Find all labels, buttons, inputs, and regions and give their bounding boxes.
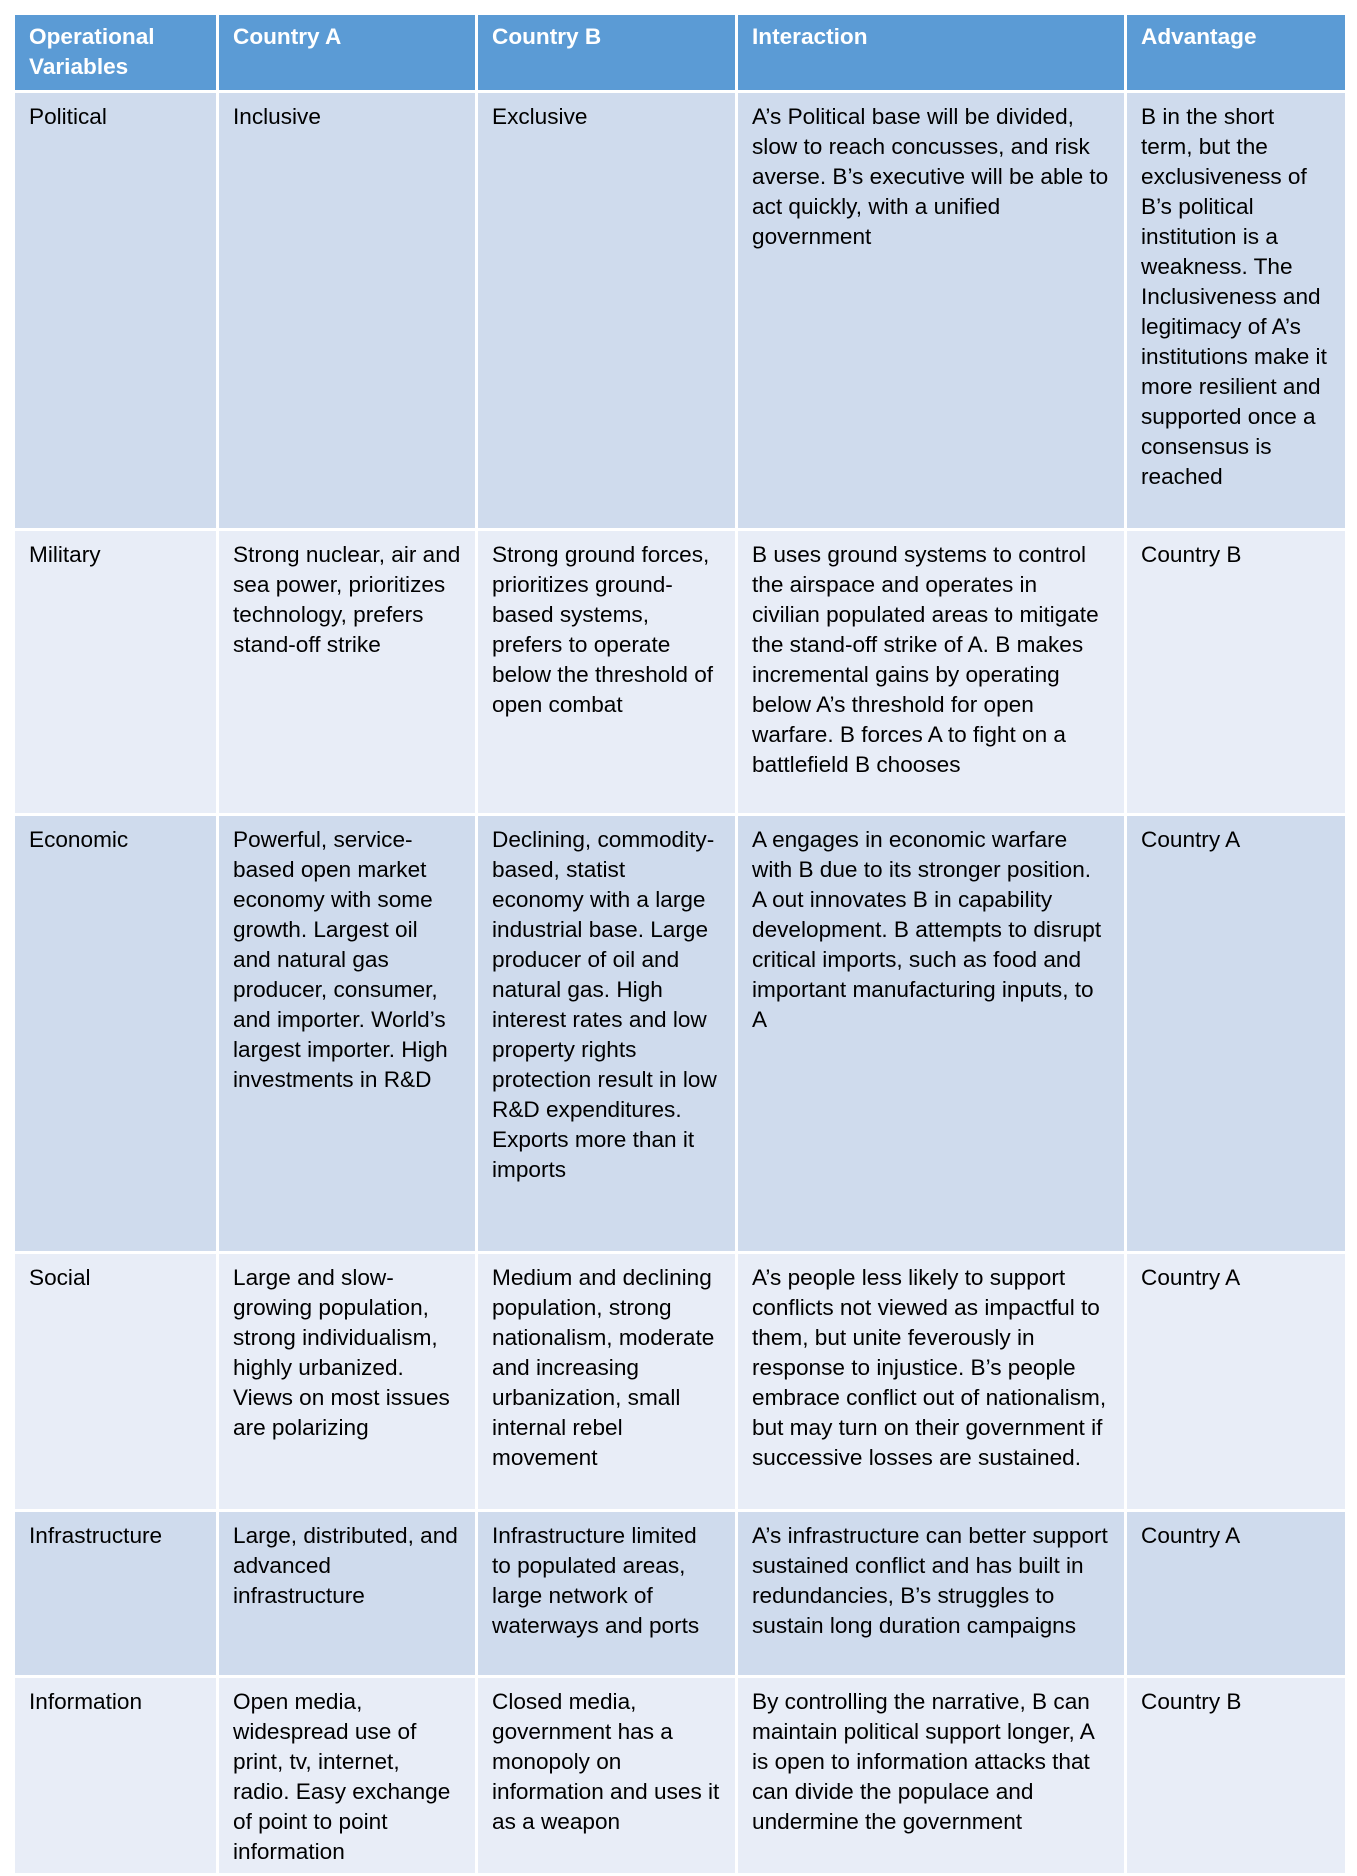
cell-advantage: B in the short term, but the exclusiveness of B’s political institution is a weakness. The Inclusiveness and legitimacy of A’s institutions make it more resilient and supported once a consensus is reached <box>1126 92 1347 530</box>
cell-country-a: Open media, widespread use of print, tv, internet, radio. Easy exchange of point to point information <box>218 1677 477 1875</box>
table-row-infrastructure <box>14 1511 1347 1677</box>
cell-interaction: A’s people less likely to support conflicts not viewed as impactful to them, but unite feverously in response to injustice. B’s people embrace conflict out of nationalism, but may turn on their government if successive losses are sustained. <box>737 1253 1126 1511</box>
cell-country-a: Strong nuclear, air and sea power, prioritizes technology, prefers stand-off strike <box>218 530 477 815</box>
cell-advantage: Country A <box>1126 1253 1347 1511</box>
header-country-b: Country B <box>477 14 737 92</box>
table-row-social <box>14 1253 1347 1511</box>
header-advantage: Advantage <box>1126 14 1347 92</box>
cell-country-a: Large, distributed, and advanced infrastructure <box>218 1511 477 1677</box>
cell-country-a: Powerful, service-based open market economy with some growth. Largest oil and natural gas producer, consumer, and importer. World’s largest importer. High investments in R&D <box>218 815 477 1253</box>
table-row-information <box>14 1677 1347 1875</box>
cell-advantage: Country B <box>1126 1677 1347 1875</box>
operational-variables-table <box>12 12 1348 1876</box>
cell-country-b: Closed media, government has a monopoly on information and uses it as a weapon <box>477 1677 737 1875</box>
table-row-military <box>14 530 1347 815</box>
header-country-a: Country A <box>218 14 477 92</box>
cell-country-a: Inclusive <box>218 92 477 530</box>
cell-country-b: Exclusive <box>477 92 737 530</box>
cell-country-a: Large and slow-growing population, strong individualism, highly urbanized. Views on most issues are polarizing <box>218 1253 477 1511</box>
table-row-political <box>14 92 1347 530</box>
comparison-table-container <box>12 12 1345 1876</box>
cell-variable: Information <box>14 1677 218 1875</box>
table-row-economic <box>14 815 1347 1253</box>
cell-interaction: A’s Political base will be divided, slow to reach concusses, and risk averse. B’s executive will be able to act quickly, with a unified government <box>737 92 1126 530</box>
cell-advantage: Country A <box>1126 1511 1347 1677</box>
cell-country-b: Medium and declining population, strong nationalism, moderate and increasing urbanization, small internal rebel movement <box>477 1253 737 1511</box>
cell-country-b: Declining, commodity-based, statist economy with a large industrial base. Large producer of oil and natural gas. High interest rates and low property rights protection result in low R&D expenditures. Exports more than it imports <box>477 815 737 1253</box>
cell-country-b: Infrastructure limited to populated areas, large network of waterways and ports <box>477 1511 737 1677</box>
cell-interaction: B uses ground systems to control the airspace and operates in civilian populated areas to mitigate the stand-off strike of A. B makes incremental gains by operating below A’s threshold for open warfare. B forces A to fight on a battlefield B chooses <box>737 530 1126 815</box>
cell-advantage: Country A <box>1126 815 1347 1253</box>
cell-variable: Economic <box>14 815 218 1253</box>
cell-country-b: Strong ground forces, prioritizes ground-based systems, prefers to operate below the threshold of open combat <box>477 530 737 815</box>
header-operational-variables: Operational Variables <box>14 14 218 92</box>
cell-variable: Political <box>14 92 218 530</box>
cell-variable: Military <box>14 530 218 815</box>
cell-interaction: By controlling the narrative, B can maintain political support longer, A is open to information attacks that can divide the populace and undermine the government <box>737 1677 1126 1875</box>
cell-advantage: Country B <box>1126 530 1347 815</box>
cell-interaction: A engages in economic warfare with B due to its stronger position. A out innovates B in capability development. B attempts to disrupt critical imports, such as food and important manufacturing inputs, to A <box>737 815 1126 1253</box>
header-interaction: Interaction <box>737 14 1126 92</box>
cell-interaction: A’s infrastructure can better support sustained conflict and has built in redundancies, B’s struggles to sustain long duration campaigns <box>737 1511 1126 1677</box>
cell-variable: Infrastructure <box>14 1511 218 1677</box>
cell-variable: Social <box>14 1253 218 1511</box>
header-row <box>14 14 1347 92</box>
